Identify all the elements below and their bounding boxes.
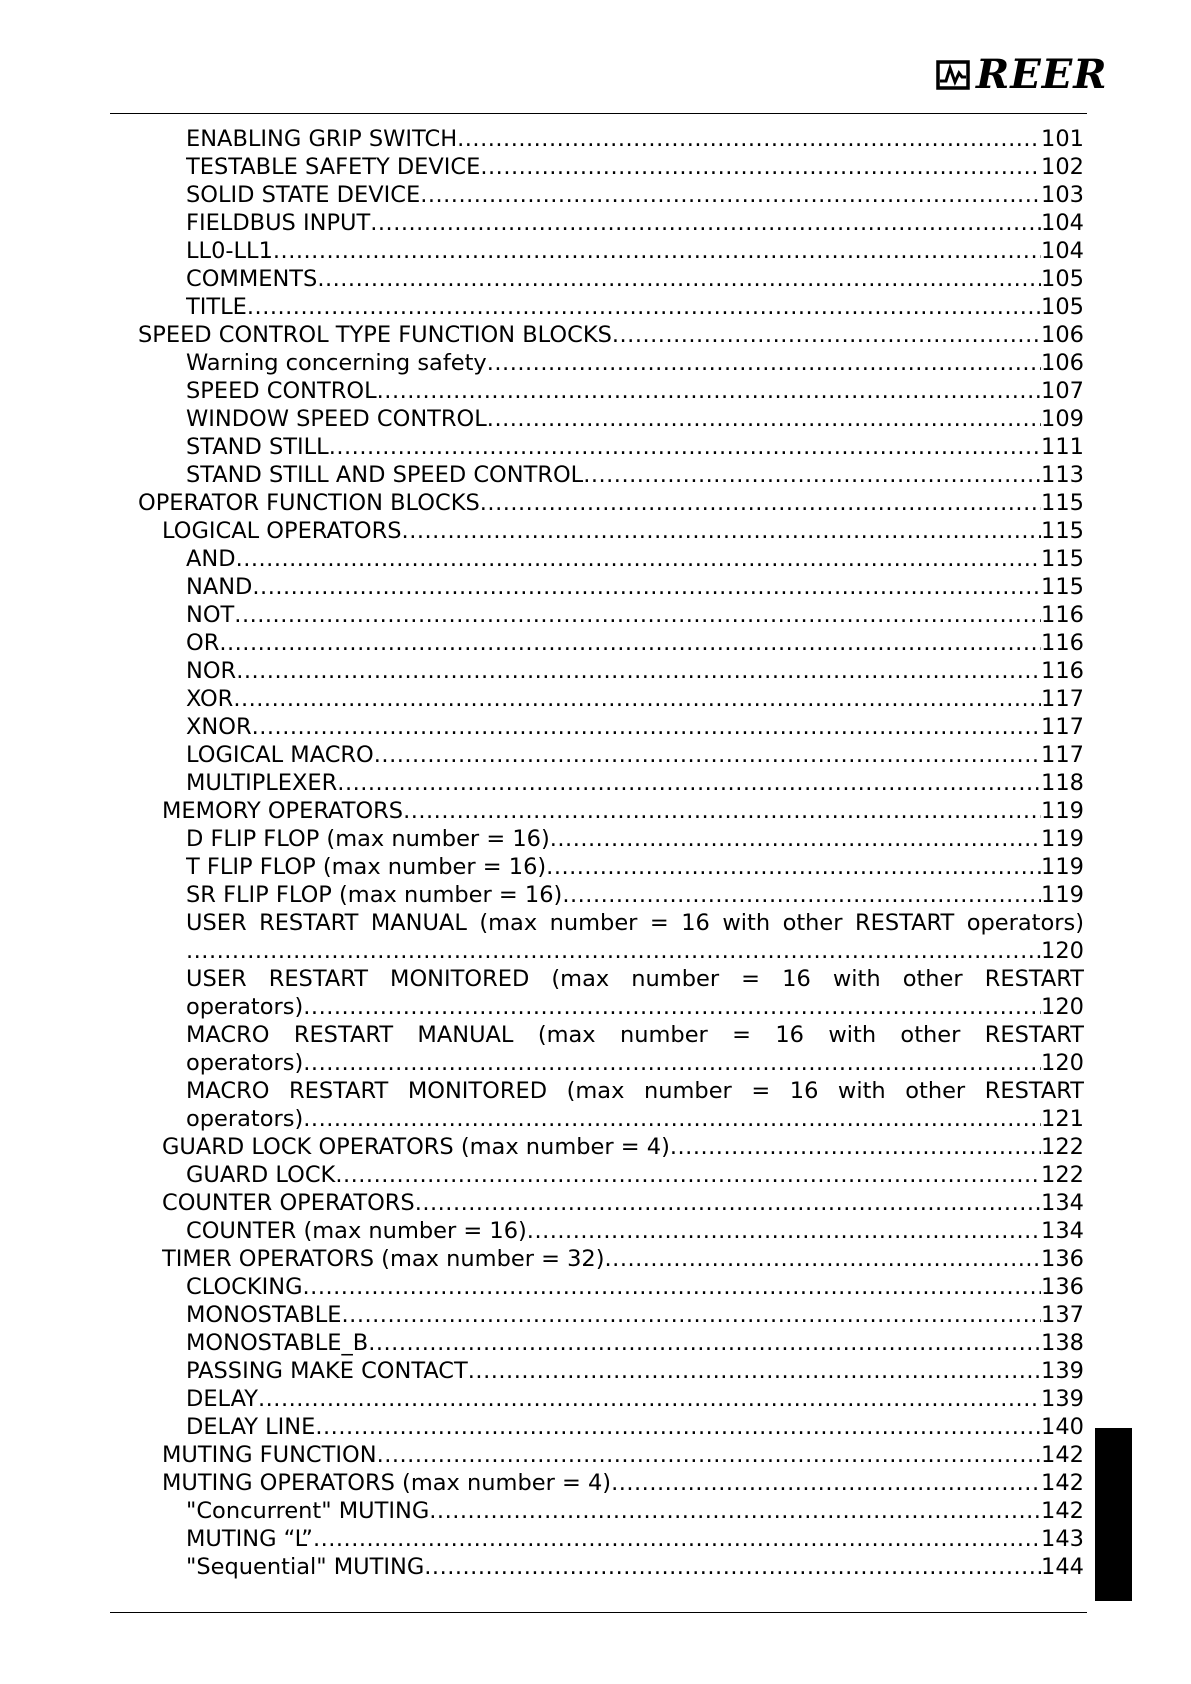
toc-page-number: 115 [1041, 490, 1084, 516]
toc-dot-leader [487, 405, 1041, 433]
toc-dot-leader [236, 657, 1041, 685]
toc-entry[interactable] [186, 573, 1084, 601]
toc-entry-title: SOLID STATE DEVICE [186, 182, 421, 208]
toc-page-number: 102 [1041, 154, 1084, 180]
toc-entry-title: LOGICAL MACRO [186, 742, 374, 768]
toc-entry[interactable] [186, 1413, 1084, 1441]
toc-entry[interactable] [186, 853, 1084, 881]
toc-entry-title-continued: operators) [186, 1106, 304, 1132]
toc-entry-title: MUTING FUNCTION [162, 1442, 377, 1468]
toc-entry[interactable] [186, 181, 1084, 209]
toc-page-number: 119 [1041, 798, 1084, 824]
toc-entry[interactable] [186, 1217, 1084, 1245]
toc-entry-title: D FLIP FLOP (max number = 16) [186, 826, 550, 852]
toc-page-number: 115 [1041, 574, 1084, 600]
toc-page-number: 106 [1041, 350, 1084, 376]
toc-dot-leader [550, 825, 1041, 853]
toc-entry-title: MUTING OPERATORS (max number = 4) [162, 1470, 612, 1496]
toc-page-number: 122 [1041, 1162, 1084, 1188]
toc-entry[interactable] [186, 1497, 1084, 1525]
toc-entry[interactable] [186, 937, 1084, 965]
toc-dot-leader [670, 1133, 1041, 1161]
toc-entry[interactable] [138, 321, 1084, 349]
toc-entry[interactable] [186, 461, 1084, 489]
toc-entry-title: SPEED CONTROL TYPE FUNCTION BLOCKS [138, 322, 612, 348]
toc-entry[interactable] [186, 1049, 1084, 1077]
toc-dot-leader [186, 937, 1041, 965]
toc-entry[interactable] [162, 797, 1084, 825]
toc-dot-leader [546, 853, 1041, 881]
toc-dot-leader [258, 1385, 1041, 1413]
toc-entry-title: COMMENTS [186, 266, 318, 292]
toc-entry-title: COUNTER (max number = 16) [186, 1218, 527, 1244]
toc-entry-title: DELAY [186, 1386, 258, 1412]
toc-page-number: 119 [1041, 826, 1084, 852]
toc-page-number: 121 [1041, 1106, 1084, 1132]
toc-entry-title: AND [186, 546, 236, 572]
toc-page-number: 140 [1041, 1414, 1084, 1440]
toc-dot-leader [252, 713, 1041, 741]
toc-dot-leader [487, 349, 1041, 377]
toc-dot-leader [377, 1441, 1041, 1469]
toc-entry[interactable] [186, 405, 1084, 433]
toc-page-number: 120 [1041, 994, 1084, 1020]
toc-entry-title-continued: operators) [186, 994, 304, 1020]
toc-entry-title: STAND STILL AND SPEED CONTROL [186, 462, 584, 488]
toc-page-number: 104 [1041, 210, 1084, 236]
toc-dot-leader [605, 1245, 1042, 1273]
toc-entry-title: DELAY LINE [186, 1414, 316, 1440]
toc-dot-leader [303, 993, 1041, 1021]
toc-entry-title: NOR [186, 658, 237, 684]
toc-page-number: 120 [1041, 1050, 1084, 1076]
toc-page-number: 115 [1041, 518, 1084, 544]
toc-entry[interactable] [186, 713, 1084, 741]
toc-dot-leader [252, 573, 1041, 601]
toc-entry-title: MONOSTABLE_B [186, 1330, 369, 1356]
toc-entry[interactable] [186, 125, 1084, 153]
toc-dot-leader [342, 1301, 1042, 1329]
reer-wave-logo-icon [936, 60, 970, 90]
toc-page-number: 116 [1041, 658, 1084, 684]
toc-dot-leader [337, 769, 1041, 797]
toc-page-number: 109 [1041, 406, 1084, 432]
toc-page-number: 139 [1041, 1386, 1084, 1412]
toc-dot-leader [303, 1105, 1041, 1133]
toc-dot-leader [403, 797, 1041, 825]
toc-entry-title: "Sequential" MUTING [186, 1554, 425, 1580]
toc-entry-title: SR FLIP FLOP (max number = 16) [186, 882, 563, 908]
toc-page-number: 117 [1041, 742, 1084, 768]
toc-entry-title: Warning concerning safety [186, 350, 487, 376]
toc-entry[interactable] [186, 1161, 1084, 1189]
toc-entry-title: T FLIP FLOP (max number = 16) [186, 854, 547, 880]
toc-page-number: 143 [1041, 1526, 1084, 1552]
toc-page-number: 137 [1041, 1302, 1084, 1328]
toc-dot-leader [335, 1161, 1041, 1189]
toc-entry-title: TIMER OPERATORS (max number = 32) [162, 1246, 605, 1272]
toc-entry[interactable] [186, 741, 1084, 769]
toc-page-number: 107 [1041, 378, 1084, 404]
toc-page-number: 106 [1041, 322, 1084, 348]
toc-entry-title: MACRO RESTART MANUAL (max number = 16 with other RESTART [186, 1022, 1084, 1048]
toc-page-number: 117 [1041, 714, 1084, 740]
toc-entry[interactable] [186, 237, 1084, 265]
toc-entry-title: GUARD LOCK OPERATORS (max number = 4) [162, 1134, 670, 1160]
toc-entry[interactable] [186, 1525, 1084, 1553]
toc-entry-title: GUARD LOCK [186, 1162, 336, 1188]
toc-entry-title: OPERATOR FUNCTION BLOCKS [138, 490, 480, 516]
toc-entry[interactable] [186, 1357, 1084, 1385]
toc-dot-leader [527, 1217, 1041, 1245]
toc-page-number: 122 [1041, 1134, 1084, 1160]
toc-entry-title-continued: operators) [186, 1050, 304, 1076]
toc-entry[interactable] [162, 1441, 1084, 1469]
toc-entry[interactable] [186, 629, 1084, 657]
toc-entry[interactable] [186, 881, 1084, 909]
toc-dot-leader [377, 377, 1041, 405]
toc-page-number: 101 [1041, 126, 1084, 152]
toc-entry-title: XNOR [186, 714, 252, 740]
toc-entry-title: USER RESTART MANUAL (max number = 16 with other RESTART operators) [186, 910, 1084, 936]
toc-entry-title: MEMORY OPERATORS [162, 798, 404, 824]
toc-entry[interactable] [186, 769, 1084, 797]
toc-dot-leader [236, 545, 1041, 573]
toc-entry[interactable] [162, 517, 1084, 545]
toc-page-number: 118 [1041, 770, 1084, 796]
toc-dot-leader [457, 125, 1041, 153]
toc-entry-title: COUNTER OPERATORS [162, 1190, 415, 1216]
toc-entry-title: FIELDBUS INPUT [186, 210, 371, 236]
toc-entry-title: STAND STILL [186, 434, 329, 460]
toc-page-number: 144 [1041, 1554, 1084, 1580]
toc-page-number: 119 [1041, 854, 1084, 880]
toc-entry-title: PASSING MAKE CONTACT [186, 1358, 468, 1384]
toc-dot-leader [562, 881, 1041, 909]
toc-entry[interactable] [162, 1133, 1084, 1161]
toc-page-number: 111 [1041, 434, 1084, 460]
toc-entry[interactable] [186, 1385, 1084, 1413]
toc-dot-leader [234, 601, 1041, 629]
toc-dot-leader [329, 433, 1041, 461]
toc-page-number: 142 [1041, 1498, 1084, 1524]
toc-dot-leader [303, 1273, 1042, 1301]
toc-dot-leader [233, 685, 1041, 713]
header-rule [110, 113, 1087, 114]
toc-entry[interactable] [186, 209, 1084, 237]
toc-dot-leader [429, 1497, 1041, 1525]
toc-entry-title: MUTING “L” [186, 1526, 313, 1552]
toc-entry[interactable] [186, 153, 1084, 181]
toc-entry[interactable] [186, 1329, 1084, 1357]
toc-entry-title: MACRO RESTART MONITORED (max number = 16 with other RESTART [186, 1078, 1084, 1104]
toc-page-number: 113 [1041, 462, 1084, 488]
toc-entry-title: SPEED CONTROL [186, 378, 377, 404]
toc-entry[interactable] [186, 1105, 1084, 1133]
toc-dot-leader [611, 1469, 1041, 1497]
toc-dot-leader [468, 1357, 1041, 1385]
toc-page-number: 116 [1041, 602, 1084, 628]
toc-dot-leader [273, 237, 1041, 265]
toc-entry-title: TESTABLE SAFETY DEVICE [186, 154, 481, 180]
toc-entry-title: OR [186, 630, 220, 656]
toc-entry[interactable] [186, 1301, 1084, 1329]
toc-page-number: 136 [1041, 1246, 1084, 1272]
toc-entry-title: TITLE [186, 294, 247, 320]
logo-text: REER [976, 51, 1108, 98]
toc-page-number: 142 [1041, 1442, 1084, 1468]
toc-page-number: 116 [1041, 630, 1084, 656]
toc-page-number: 105 [1041, 266, 1084, 292]
toc-entry[interactable] [186, 1273, 1084, 1301]
toc-entry[interactable] [162, 1245, 1084, 1273]
toc-dot-leader [303, 1049, 1041, 1077]
toc-entry[interactable] [186, 825, 1084, 853]
toc-page-number: 104 [1041, 238, 1084, 264]
toc-entry-title: MONOSTABLE [186, 1302, 342, 1328]
toc-entry-title: LOGICAL OPERATORS [162, 518, 402, 544]
toc-entry[interactable] [186, 993, 1084, 1021]
section-thumb-tab [1095, 1428, 1132, 1601]
toc-page-number: 134 [1041, 1218, 1084, 1244]
toc-entry[interactable] [186, 545, 1084, 573]
toc-entry[interactable] [186, 601, 1084, 629]
toc-dot-leader [370, 209, 1041, 237]
reer-logo [936, 52, 1107, 98]
toc-dot-leader [315, 1413, 1041, 1441]
toc-dot-leader [313, 1525, 1041, 1553]
toc-entry[interactable] [186, 685, 1084, 713]
toc-entry-title: USER RESTART MONITORED (max number = 16 with other RESTART [186, 966, 1084, 992]
toc-entry[interactable] [186, 657, 1084, 685]
toc-entry[interactable] [186, 293, 1084, 321]
toc-entry[interactable] [186, 377, 1084, 405]
toc-page-number: 119 [1041, 882, 1084, 908]
toc-dot-leader [480, 153, 1041, 181]
toc-entry[interactable] [138, 489, 1084, 517]
toc-entry-title: WINDOW SPEED CONTROL [186, 406, 487, 432]
toc-page-number: 134 [1041, 1190, 1084, 1216]
toc-page-number: 105 [1041, 294, 1084, 320]
toc-page-number: 120 [1041, 938, 1084, 964]
toc-dot-leader [583, 461, 1041, 489]
toc-dot-leader [374, 741, 1041, 769]
toc-entry[interactable] [162, 1189, 1084, 1217]
toc-page-number: 115 [1041, 546, 1084, 572]
toc-dot-leader [420, 181, 1041, 209]
toc-page-number: 117 [1041, 686, 1084, 712]
toc-page-number: 138 [1041, 1330, 1084, 1356]
toc-dot-leader [612, 321, 1041, 349]
toc-entry-title: ENABLING GRIP SWITCH [186, 126, 458, 152]
toc-dot-leader [219, 629, 1041, 657]
footer-rule [110, 1612, 1087, 1613]
toc-entry[interactable] [186, 1553, 1084, 1581]
toc-dot-leader [247, 293, 1041, 321]
toc-dot-leader [480, 489, 1041, 517]
toc-entry[interactable] [186, 349, 1084, 377]
toc-entry[interactable] [186, 433, 1084, 461]
toc-entry-title: MULTIPLEXER [186, 770, 338, 796]
toc-dot-leader [402, 517, 1042, 545]
toc-entry-title: XOR [186, 686, 234, 712]
toc-entry-title: NAND [186, 574, 253, 600]
toc-entry[interactable] [186, 265, 1084, 293]
toc-entry-title: CLOCKING [186, 1274, 303, 1300]
toc-page-number: 136 [1041, 1274, 1084, 1300]
toc-dot-leader [317, 265, 1041, 293]
toc-page-number: 103 [1041, 182, 1084, 208]
toc-entry-title: NOT [186, 602, 235, 628]
toc-dot-leader [368, 1329, 1041, 1357]
toc-entry-title: "Concurrent" MUTING [186, 1498, 430, 1524]
toc-dot-leader [424, 1553, 1041, 1581]
toc-entry[interactable] [162, 1469, 1084, 1497]
toc-entry-title: LL0-LL1 [186, 238, 273, 264]
toc-page-number: 142 [1041, 1470, 1084, 1496]
toc-page-number: 139 [1041, 1358, 1084, 1384]
toc-dot-leader [415, 1189, 1041, 1217]
